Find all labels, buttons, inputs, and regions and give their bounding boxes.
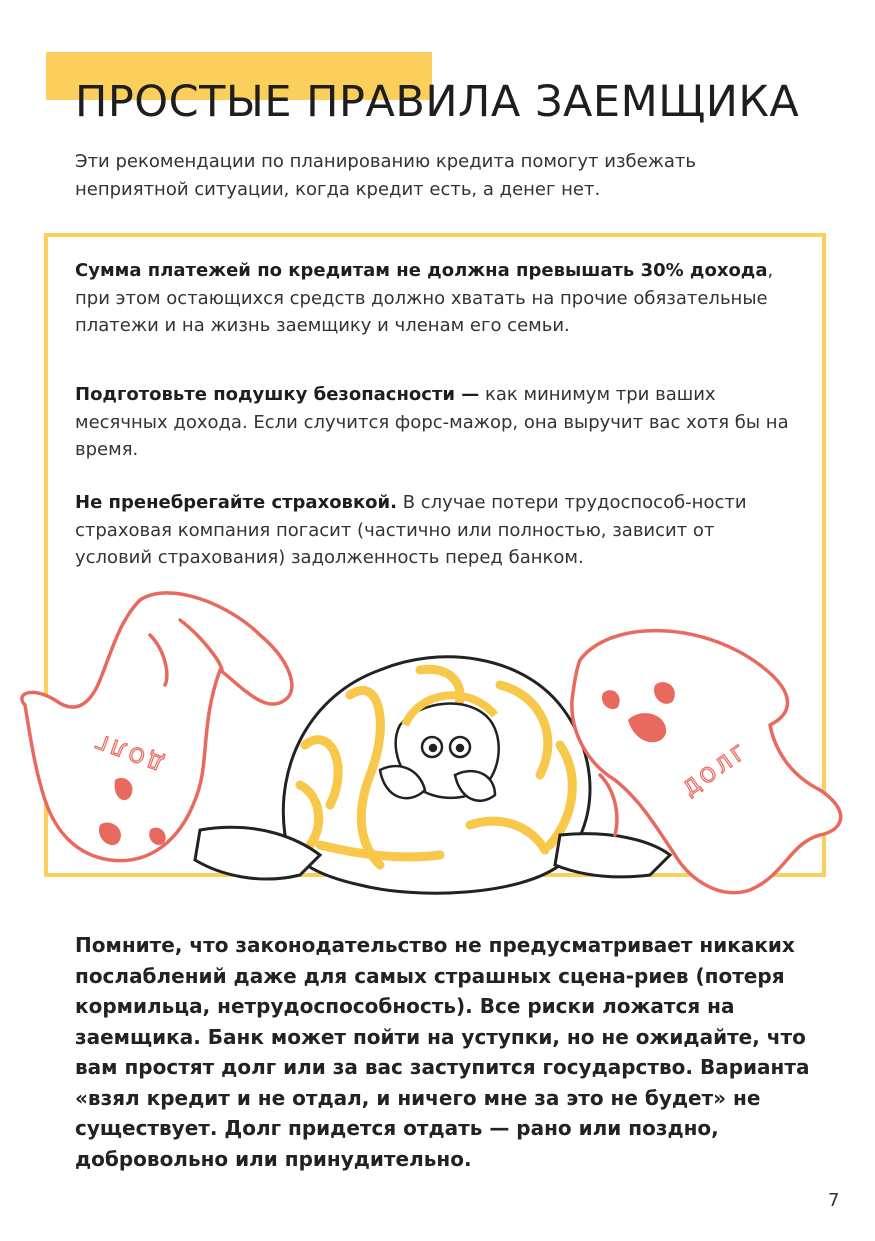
debt-ghosts-illustration (0, 575, 875, 905)
right-ghost-label: ДОЛГ (678, 738, 754, 801)
intro-line-1: Эти рекомендации по планированию кредита помогут избежать (75, 151, 697, 172)
warning-paragraph: Помните, что законодательство не предусматривает никаких послаблений даже для самых страшных сцена-риев (потеря кормильца, нетрудоспособность). Все риски ложатся на заемщика. Банк может пойти на уступки, но не ожидайте, что вам простят долг или за вас заступится государство. Варианта «взял кредит и не отдал, и ничего мне за это не будет» не существует. Долг придется отдать — рано или поздно, добровольно или принудительно. (75, 933, 810, 1171)
tip-income-limit-text: , при этом остающихся средств должно хватать на прочие обязательные платежи и на жизнь заемщику и членам его семьи. (75, 260, 774, 336)
tip-safety-cushion-text: как минимум три ваших месячных дохода. Если случится форс-мажор, она выручит вас хотя бы на время. (75, 384, 789, 460)
tip-safety-cushion (75, 381, 795, 464)
left-ghost-label: ДОЛГ (88, 727, 167, 776)
intro-text (75, 148, 815, 204)
tip-insurance (75, 489, 795, 572)
page-number: 7 (828, 1190, 840, 1211)
tip-safety-cushion-bold: Подготовьте подушку безопасности — (75, 384, 480, 405)
tip-income-limit (75, 257, 795, 340)
page-title: ПРОСТЫЕ ПРАВИЛА ЗАЕМЩИКА (75, 77, 800, 127)
tip-insurance-text: В случае потери трудоспособ-ности страховая компания погасит (частично или полностью, зависит от условий страхования) задолженность перед банком. (75, 492, 747, 568)
left-ghost (22, 593, 292, 861)
tip-insurance-bold: Не пренебрегайте страховкой. (75, 492, 397, 513)
intro-line-2: неприятной ситуации, когда кредит есть, а денег нет. (75, 179, 601, 200)
tip-income-limit-bold: Сумма платежей по кредитам не должна превышать 30% дохода (75, 260, 768, 281)
